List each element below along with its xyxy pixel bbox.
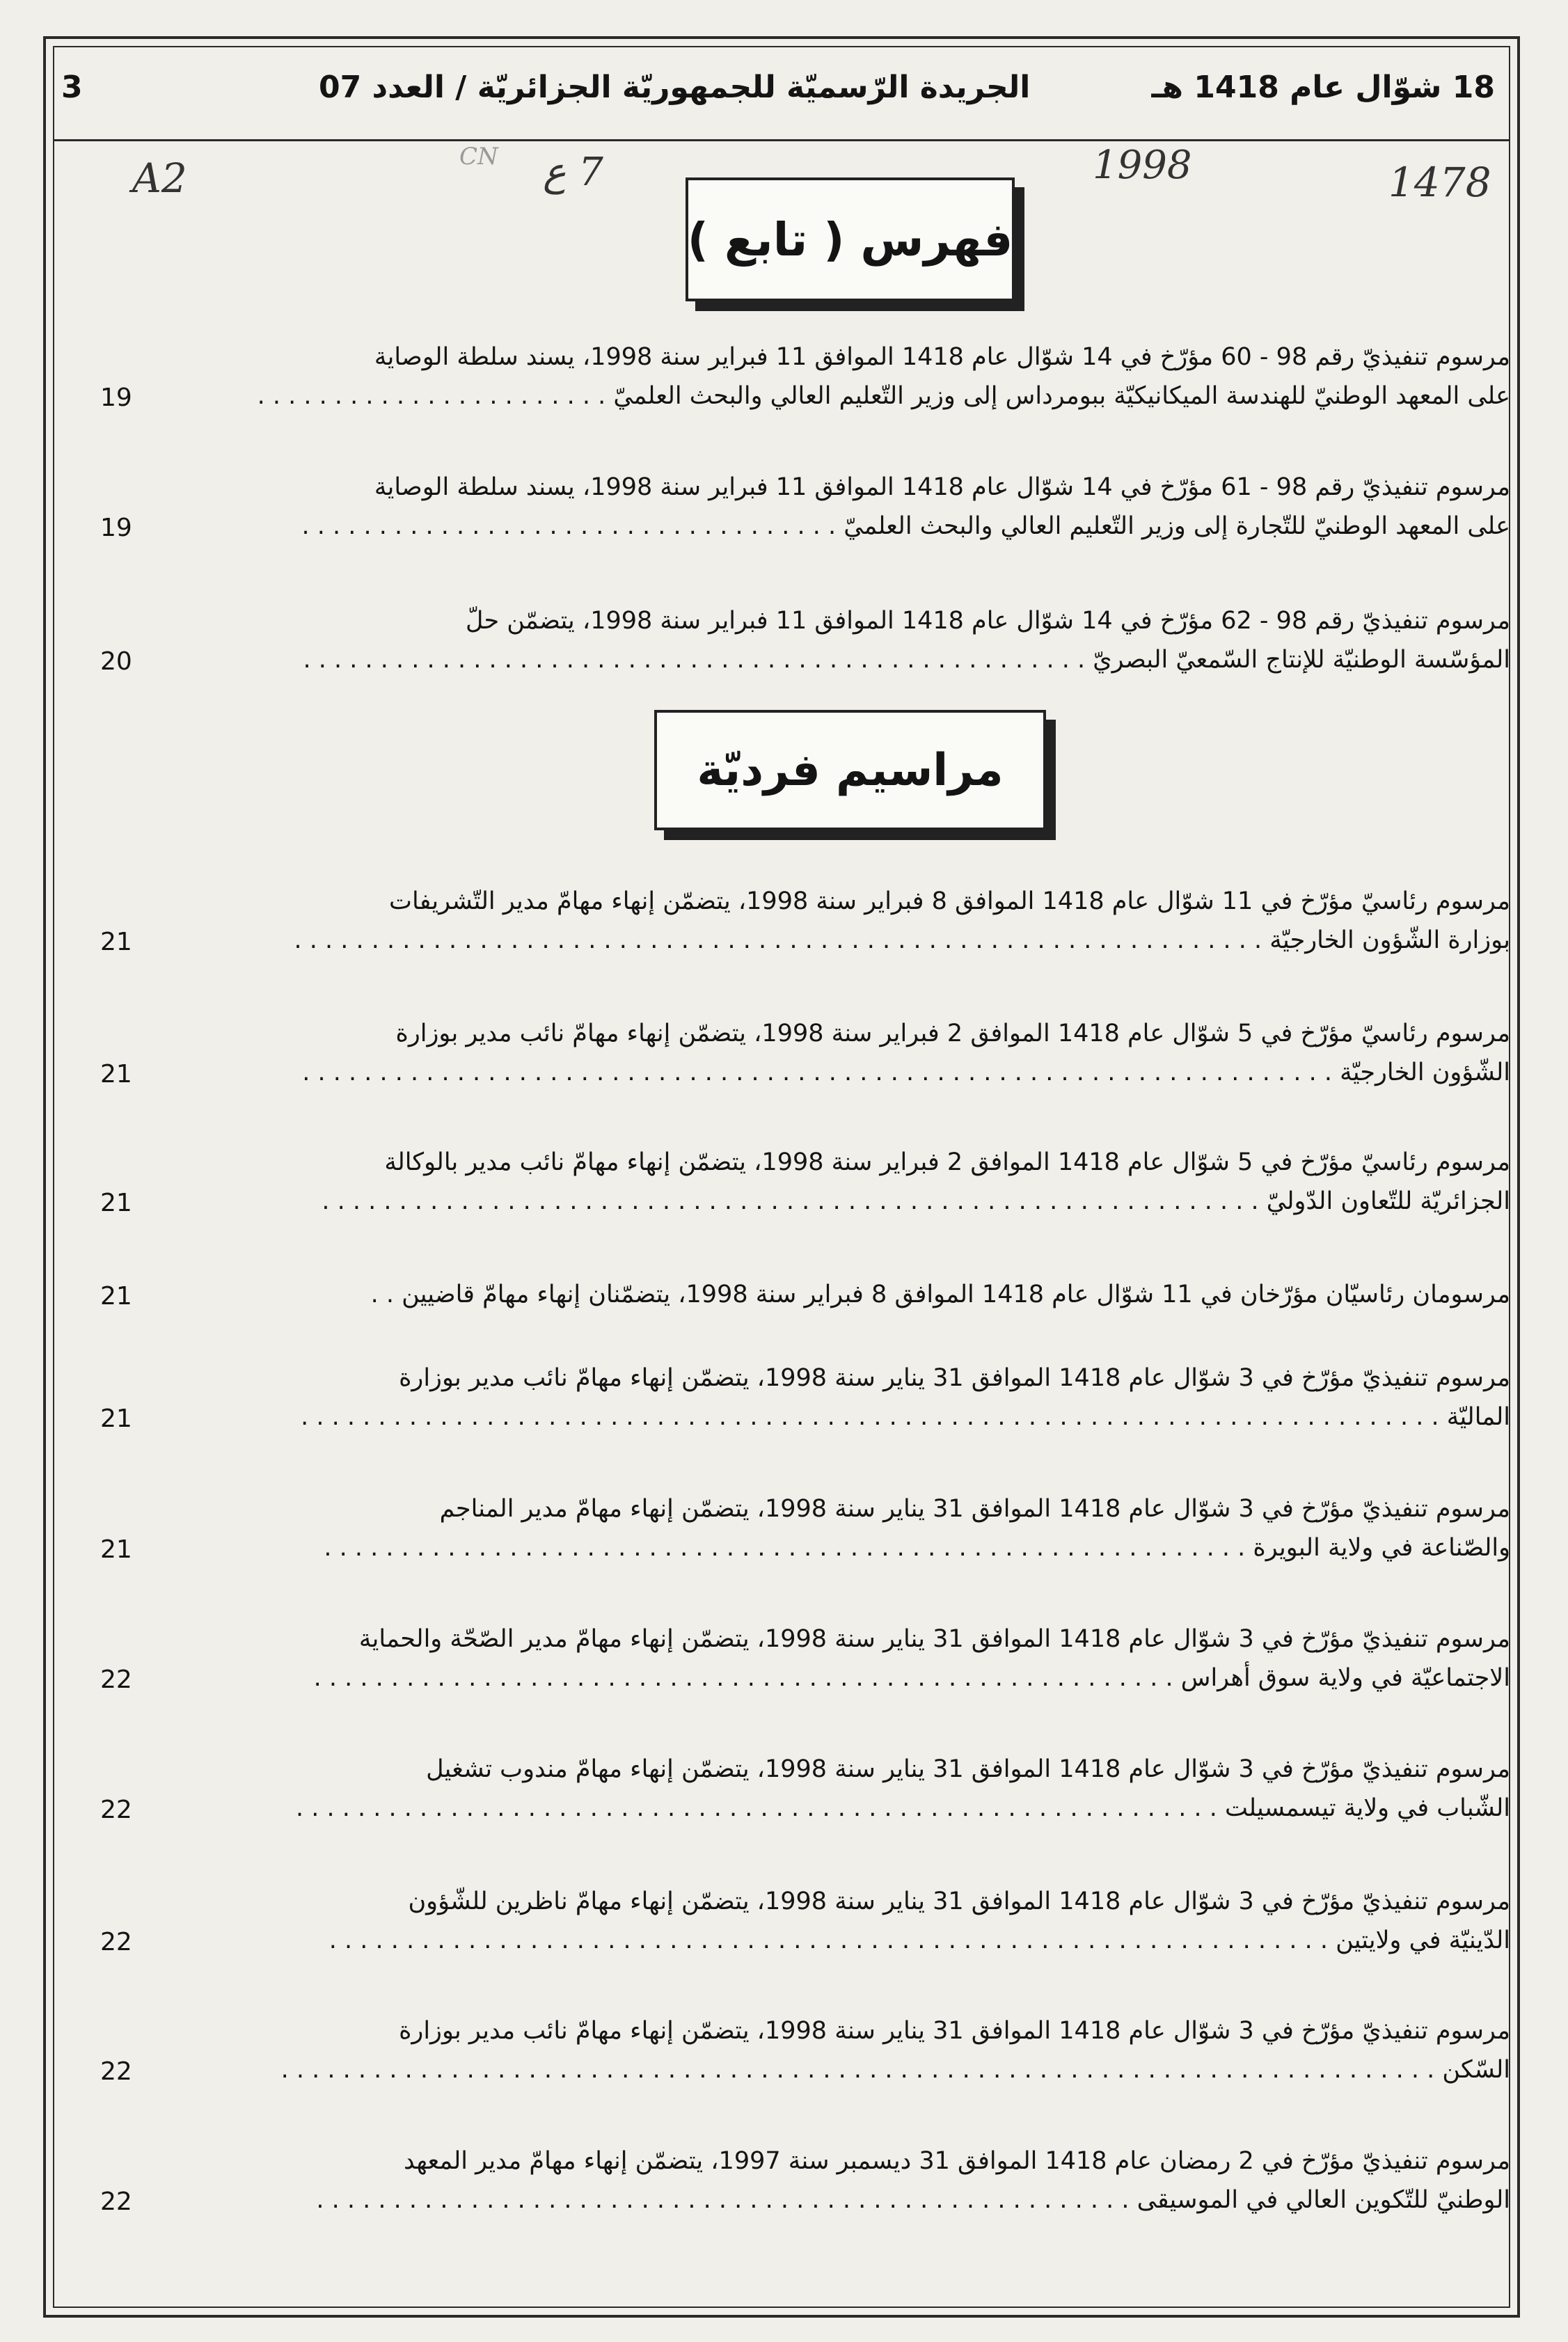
entry-text-line2: والصّناعة في ولاية البويرة . . . . . . . . . . . . . . . . . . . . . . . . . . . . . . . . . . . . . . . . . . . . . . . . . . . . . . . . . . . . [324, 1534, 1510, 1562]
section-title-individual-decrees: مراسيم فرديّة [654, 710, 1046, 830]
entry-page-number: 21 [100, 928, 132, 956]
entry-text-line2: الجزائريّة للتّعاون الدّوليّ . . . . . . . . . . . . . . . . . . . . . . . . . . . . . . . . . . . . . . . . . . . . . . . . . . . . . . . . . . . . . [322, 1187, 1510, 1215]
annotation-right: 1478 [1388, 159, 1491, 206]
annotation-mid: 7 ع [543, 150, 603, 195]
header-date: 18 شوّال عام 1418 هـ [1151, 70, 1495, 105]
entry-page-number: 22 [100, 2057, 132, 2086]
entry-text-line2: على المعهد الوطنيّ للهندسة الميكانيكيّة ببومرداس إلى وزير التّعليم العالي والبحث العلميّ . . . . . . . . . . . . . . . . . . . . . . . [257, 382, 1510, 410]
entry-page-number: 21 [100, 1189, 132, 1217]
entry-text-line1: مرسوم تنفيذيّ رقم 98 - 60 مؤرّخ في 14 شوّال عام 1418 الموافق 11 فبراير سنة 1998، يسند سلطة الوصاية [374, 343, 1510, 371]
entry-text-line1: مرسوم تنفيذيّ رقم 98 - 61 مؤرّخ في 14 شوّال عام 1418 الموافق 11 فبراير سنة 1998، يسند سلطة الوصاية [374, 473, 1510, 501]
entry-text-line1: مرسوم تنفيذيّ مؤرّخ في 3 شوّال عام 1418 الموافق 31 يناير سنة 1998، يتضمّن إنهاء مهامّ مدير المناجم [439, 1495, 1510, 1523]
entry-text-line1: مرسوم تنفيذيّ رقم 98 - 62 مؤرّخ في 14 شوّال عام 1418 الموافق 11 فبراير سنة 1998، يتضمّن حلّ [465, 607, 1510, 635]
entry-text-line2: المؤسّسة الوطنيّة للإنتاج السّمعيّ البصريّ . . . . . . . . . . . . . . . . . . . . . . . . . . . . . . . . . . . . . . . . . . . . . . . . . . . [303, 646, 1510, 674]
entry-text-line1: مرسوم تنفيذيّ مؤرّخ في 3 شوّال عام 1418 الموافق 31 يناير سنة 1998، يتضمّن إنهاء مهامّ مدير الصّحّة والحماية [358, 1625, 1510, 1653]
entry-text-line2: الشّباب في ولاية تيسمسيلت . . . . . . . . . . . . . . . . . . . . . . . . . . . . . . . . . . . . . . . . . . . . . . . . . . . . . . . . . . . . [296, 1794, 1510, 1822]
entry-page-number: 19 [100, 383, 132, 412]
section-title-index: فهرس ( تابع ) [686, 177, 1015, 301]
entry-page-number: 21 [100, 1060, 132, 1089]
entry-text-line1: مرسوم تنفيذيّ مؤرّخ في 3 شوّال عام 1418 الموافق 31 يناير سنة 1998، يتضمّن إنهاء مهامّ نائب مدير بوزارة [399, 1364, 1510, 1392]
page-header [54, 49, 1509, 141]
entry-text-line1: مرسوم رئاسيّ مؤرّخ في 5 شوّال عام 1418 الموافق 2 فبراير سنة 1998، يتضمّن إنهاء مهامّ نائب مدير بالوكالة [384, 1148, 1510, 1176]
entry-text-line2: على المعهد الوطنيّ للتّجارة إلى وزير التّعليم العالي والبحث العلميّ . . . . . . . . . . . . . . . . . . . . . . . . . . . . . . . . . . . [301, 512, 1510, 540]
header-title: الجريدة الرّسميّة للجمهوريّة الجزائريّة / العدد 07 [319, 70, 1031, 105]
entry-text-line1: مرسوم تنفيذيّ مؤرّخ في 3 شوّال عام 1418 الموافق 31 يناير سنة 1998، يتضمّن إنهاء مهامّ مندوب تشغيل [426, 1755, 1510, 1783]
entry-page-number: 22 [100, 2187, 132, 2216]
entry-page-number: 21 [100, 1405, 132, 1433]
annotation-mid-left: CN [459, 143, 498, 171]
annotation-left: A2 [132, 155, 187, 202]
entry-text-line2: بوزارة الشّؤون الخارجيّة . . . . . . . . . . . . . . . . . . . . . . . . . . . . . . . . . . . . . . . . . . . . . . . . . . . . . . . . . . . . . . . [294, 926, 1510, 954]
header-page-number: 3 [61, 70, 83, 105]
entry-page-number: 21 [100, 1282, 132, 1311]
entry-page-number: 21 [100, 1535, 132, 1564]
entry-text-line1: مرسوم رئاسيّ مؤرّخ في 11 شوّال عام 1418 الموافق 8 فبراير سنة 1998، يتضمّن إنهاء مهامّ مدير التّشريفات [389, 887, 1510, 915]
annotation-year: 1998 [1093, 143, 1192, 188]
entry-text-line2: الدّينيّة في ولايتين . . . . . . . . . . . . . . . . . . . . . . . . . . . . . . . . . . . . . . . . . . . . . . . . . . . . . . . . . . . . . . . . . [328, 1926, 1510, 1954]
entry-text-line1: مرسوم تنفيذيّ مؤرّخ في 3 شوّال عام 1418 الموافق 31 يناير سنة 1998، يتضمّن إنهاء مهامّ نائب مدير بوزارة [399, 2017, 1510, 2045]
entry-text-line2: الماليّة . . . . . . . . . . . . . . . . . . . . . . . . . . . . . . . . . . . . . . . . . . . . . . . . . . . . . . . . . . . . . . . . . . . . . . . . . . [301, 1403, 1510, 1431]
entry-text-line2: الاجتماعيّة في ولاية سوق أهراس . . . . . . . . . . . . . . . . . . . . . . . . . . . . . . . . . . . . . . . . . . . . . . . . . . . . . . . . [313, 1664, 1510, 1692]
entry-text-line2: الوطنيّ للتّكوين العالي في الموسيقى . . . . . . . . . . . . . . . . . . . . . . . . . . . . . . . . . . . . . . . . . . . . . . . . . . . . . [316, 2186, 1510, 2214]
entry-page-number: 19 [100, 514, 132, 542]
entry-page-number: 22 [100, 1665, 132, 1694]
entry-page-number: 20 [100, 647, 132, 676]
entry-text-line2: السّكن . . . . . . . . . . . . . . . . . . . . . . . . . . . . . . . . . . . . . . . . . . . . . . . . . . . . . . . . . . . . . . . . . . . . . . . . . . . [280, 2056, 1510, 2084]
entry-page-number: 22 [100, 1796, 132, 1824]
entry-text-line1: مرسوم رئاسيّ مؤرّخ في 5 شوّال عام 1418 الموافق 2 فبراير سنة 1998، يتضمّن إنهاء مهامّ نائب مدير بوزارة [395, 1020, 1510, 1047]
entry-text-line2: الشّؤون الخارجيّة . . . . . . . . . . . . . . . . . . . . . . . . . . . . . . . . . . . . . . . . . . . . . . . . . . . . . . . . . . . . . . . . . . . [302, 1059, 1510, 1086]
entry-text-line1: مرسوم تنفيذيّ مؤرّخ في 3 شوّال عام 1418 الموافق 31 يناير سنة 1998، يتضمّن إنهاء مهامّ ناظرين للشّؤون [408, 1888, 1510, 1915]
entry-page-number: 22 [100, 1928, 132, 1956]
entry-text-line1: مرسوم تنفيذيّ مؤرّخ في 2 رمضان عام 1418 الموافق 31 ديسمبر سنة 1997، يتضمّن إنهاء مهامّ مدير المعهد [403, 2147, 1510, 2175]
entry-text-line1: مرسومان رئاسيّان مؤرّخان في 11 شوّال عام 1418 الموافق 8 فبراير سنة 1998، يتضمّنان إنهاء مهامّ قاضيين . . [370, 1281, 1510, 1308]
